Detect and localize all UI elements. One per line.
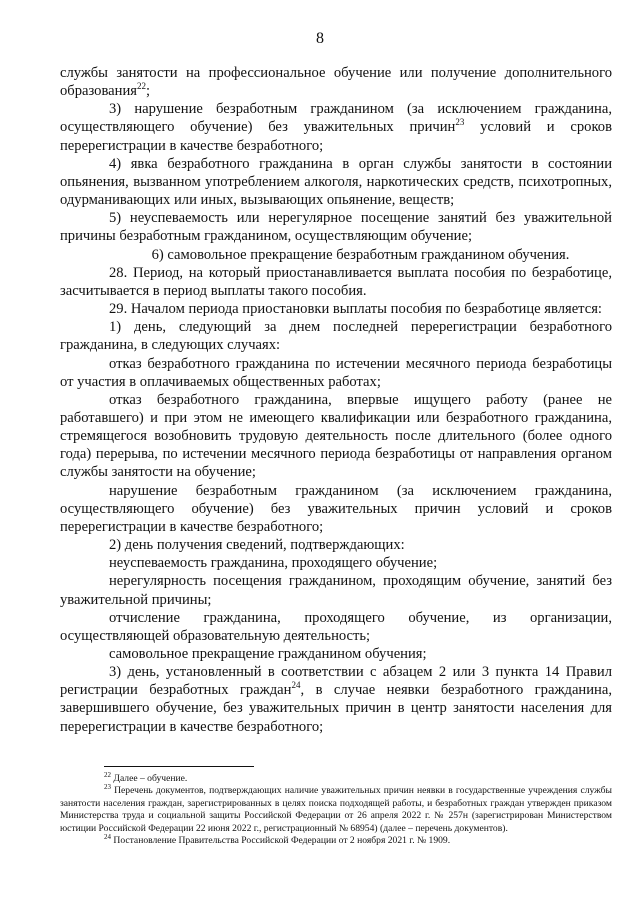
paragraph: нерегулярность посещения гражданином, проходящим обучение, занятий без уважительной причины; [60, 573, 612, 608]
document-body [60, 64, 612, 736]
paragraph: 4) явка безработного гражданина в орган службы занятости в состоянии опьянения, вызванном употреблением алкоголя, наркотических средств, психотропных, одурманивающих или иных, вызывающих опьянение, веществ; [60, 155, 612, 209]
footnote-text: Далее – обучение. [111, 773, 188, 784]
footnote-text: Постановление Правительства Российской Федерации от 2 ноября 2021 г. № 1909. [111, 835, 451, 847]
paragraph: 6) самовольное прекращение безработным гражданином обучения. [151, 246, 570, 263]
footnote-mark: 23 [104, 783, 111, 792]
footnote [60, 832, 612, 847]
paragraph: самовольное прекращение гражданином обучения; [109, 646, 427, 662]
paragraph: 3) день, установленный в соответствии с абзацем 2 или 3 пункта 14 Правил регистрации безработных граждан$^{24}$, в случае неявки безработного гражданина, завершившего обучение, без уважительных причин в центр занятости населения для перерегистрации в качестве безработного; [60, 664, 612, 735]
footnote-mark: 24 [104, 832, 111, 841]
paragraph: нарушение безработным гражданином (за исключением гражданина, осуществляющего обучение) без уважительных причин условий и сроков перерегистрации в качестве безработного; [60, 482, 612, 535]
paragraph: неуспеваемость гражданина, проходящего обучение; [109, 555, 438, 572]
paragraph: 1) день, следующий за днем последней перерегистрации безработного гражданина, в следующих случаях: [60, 319, 612, 354]
paragraph: 5) неуспеваемость или нерегулярное посещение занятий без уважительной причины безработным гражданином, осуществляющим обучение; [60, 210, 612, 245]
page-number: 8 [316, 30, 324, 47]
footnote-mark: 22 [104, 770, 111, 779]
footnote-text: Перечень документов, подтверждающих наличие уважительных причин неявки в государственные учреждения службы занятости населения граждан, зарегистрированных в целях поиска подходящей работы, и безработных граждан утвержден приказом Министерства труда и социальной защиты Российской Федерации от 26 апреля 2022 г. № 257н (зарегистрирован Министерством юстиции Российской Федерации 22 июня 2022 г., регистрационный № 68954) (далее – перечень документов). [60, 785, 612, 834]
paragraph: отказ безработного гражданина, впервые ищущего работу (ранее не работавшего) и при этом не имеющего квалификации или безработного гражданина, стремящегося возобновить трудовую деятельность после длительного (более одного года) перерыва, по истечении месячного периода безработицы от направления органом службы занятости на обучение; [60, 391, 612, 481]
footnote [60, 770, 612, 785]
paragraph: отказ безработного гражданина по истечении месячного периода безработицы от участия в оплачиваемых общественных работах; [60, 355, 612, 390]
paragraph: 2) день получения сведений, подтверждающих: [109, 537, 405, 554]
paragraph: 28. Период, на который приостанавливается выплата пособия по безработице, засчитывается в период выплаты такого пособия. [60, 264, 612, 299]
paragraph: отчисление гражданина, проходящего обучение, из организации, осуществляющей образовательную деятельность; [60, 609, 612, 644]
footnote-ref[interactable]: 22 [136, 81, 146, 92]
paragraph: 3) нарушение безработным гражданином (за исключением гражданина, осуществляющего обучение) без уважительных причин$^{23}$ условий и сроков перерегистрации в качестве безработного; [60, 101, 612, 154]
footnote [60, 785, 612, 835]
footnote-ref[interactable]: 24 [291, 680, 301, 691]
footnote-ref[interactable]: 23 [455, 117, 465, 128]
paragraph: 29. Началом периода приостановки выплаты пособия по безработице является: [109, 301, 602, 318]
footnote-divider [104, 766, 254, 767]
paragraph: службы занятости на профессиональное обучение или получение дополнительного образования$^{22}$; [60, 65, 612, 100]
footnotes [60, 770, 612, 847]
